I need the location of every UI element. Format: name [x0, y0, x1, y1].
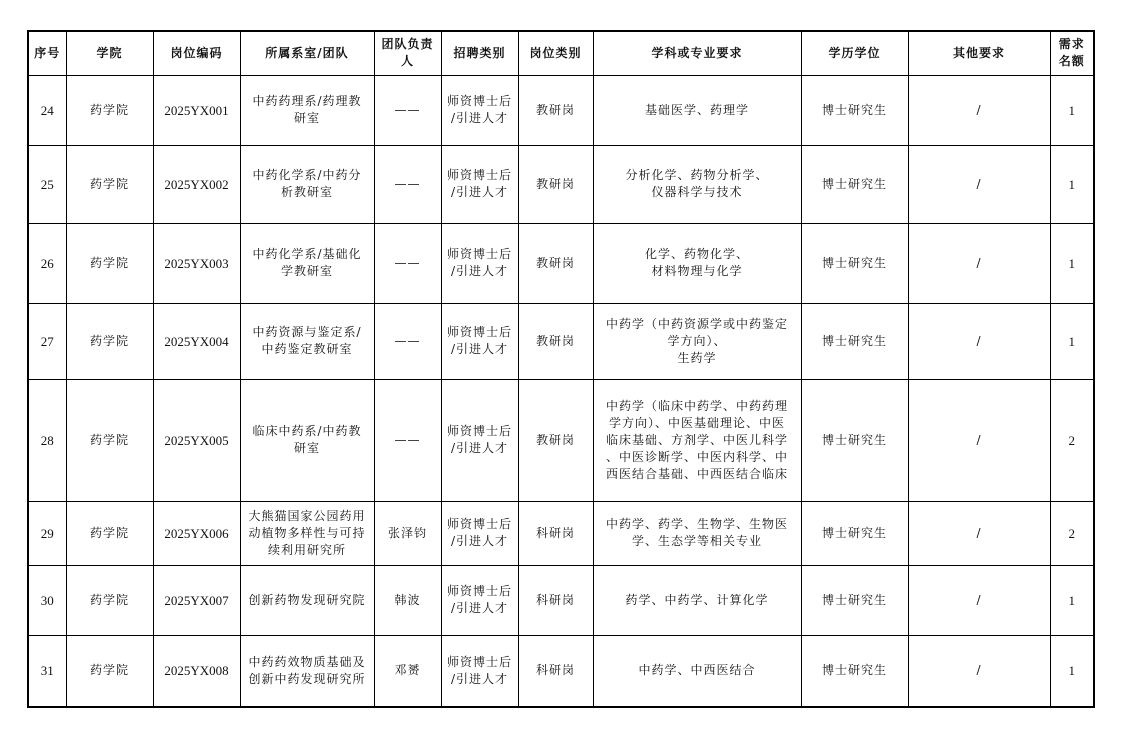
cell-post: 教研岗 [518, 145, 593, 223]
cell-code: 2025YX002 [153, 145, 240, 223]
cell-recruit [441, 145, 518, 223]
cell-count: 1 [1050, 75, 1094, 145]
cell-major [593, 501, 801, 565]
cell-college: 药学院 [66, 379, 153, 501]
cell-college: 药学院 [66, 635, 153, 707]
cell-dept [240, 75, 374, 145]
header-row [28, 31, 1094, 75]
table-row [28, 565, 1094, 635]
recruit-text: 师资博士后 /引进人才 [446, 325, 512, 356]
cell-degree: 博士研究生 [801, 635, 908, 707]
cell-no: 27 [28, 303, 66, 379]
cell-count: 2 [1050, 379, 1094, 501]
dept-text: 中药药效物质基础及 创新中药发现研究所 [248, 654, 366, 686]
cell-major [593, 75, 801, 145]
cell-post: 教研岗 [518, 379, 593, 501]
major-text: 药学、中药学、计算化学 [625, 592, 769, 607]
cell-degree: 博士研究生 [801, 501, 908, 565]
cell-recruit [441, 565, 518, 635]
cell-dept [240, 635, 374, 707]
header-degree: 学历学位 [801, 31, 908, 75]
cell-recruit [441, 223, 518, 303]
cell-dept [240, 501, 374, 565]
cell-other: / [908, 223, 1050, 303]
dept-text: 大熊猫国家公园药用 动植物多样性与可持 续利用研究所 [248, 508, 366, 557]
cell-other: / [908, 501, 1050, 565]
major-text: 中药学（中药资源学或中药鉴定 学方向）、 生药学 [605, 316, 788, 365]
cell-recruit [441, 501, 518, 565]
cell-college: 药学院 [66, 223, 153, 303]
cell-no: 31 [28, 635, 66, 707]
cell-count: 1 [1050, 303, 1094, 379]
cell-recruit [441, 635, 518, 707]
cell-other: / [908, 145, 1050, 223]
dept-text: 中药药理系/药理教 研室 [252, 94, 362, 125]
major-text: 分析化学、药物分析学、 仪器科学与技术 [625, 168, 769, 199]
cell-recruit [441, 303, 518, 379]
cell-degree: 博士研究生 [801, 565, 908, 635]
cell-degree: 博士研究生 [801, 75, 908, 145]
cell-code: 2025YX005 [153, 379, 240, 501]
major-text: 基础医学、药理学 [644, 102, 749, 117]
cell-other: / [908, 75, 1050, 145]
cell-count: 1 [1050, 145, 1094, 223]
cell-major [593, 379, 801, 501]
cell-leader: 邓赟 [374, 635, 441, 707]
cell-recruit [441, 379, 518, 501]
recruitment-table [27, 30, 1095, 708]
cell-other: / [908, 565, 1050, 635]
cell-post: 科研岗 [518, 635, 593, 707]
cell-leader: —— [374, 379, 441, 501]
cell-leader: —— [374, 303, 441, 379]
recruit-text: 师资博士后 /引进人才 [446, 424, 512, 455]
cell-code: 2025YX006 [153, 501, 240, 565]
cell-degree: 博士研究生 [801, 303, 908, 379]
cell-no: 29 [28, 501, 66, 565]
cell-major [593, 635, 801, 707]
major-text: 化学、药物化学、 材料物理与化学 [644, 247, 749, 278]
header-college: 学院 [66, 31, 153, 75]
header-other: 其他要求 [908, 31, 1050, 75]
cell-major [593, 223, 801, 303]
cell-recruit [441, 75, 518, 145]
cell-code: 2025YX007 [153, 565, 240, 635]
header-code: 岗位编码 [153, 31, 240, 75]
table-row [28, 75, 1094, 145]
recruit-text: 师资博士后 /引进人才 [446, 168, 512, 199]
recruit-text: 师资博士后 /引进人才 [446, 654, 512, 686]
header-no: 序号 [28, 31, 66, 75]
cell-post: 教研岗 [518, 223, 593, 303]
cell-no: 30 [28, 565, 66, 635]
cell-degree: 博士研究生 [801, 379, 908, 501]
cell-leader: —— [374, 145, 441, 223]
dept-text: 创新药物发现研究院 [248, 592, 366, 607]
cell-no: 26 [28, 223, 66, 303]
major-text: 中药学、中西医结合 [638, 663, 756, 678]
cell-no: 24 [28, 75, 66, 145]
dept-text: 中药资源与鉴定系/ 中药鉴定教研室 [252, 325, 362, 356]
cell-code: 2025YX008 [153, 635, 240, 707]
cell-other: / [908, 303, 1050, 379]
cell-degree: 博士研究生 [801, 223, 908, 303]
cell-count: 1 [1050, 635, 1094, 707]
cell-college: 药学院 [66, 145, 153, 223]
cell-post: 科研岗 [518, 565, 593, 635]
cell-no: 25 [28, 145, 66, 223]
cell-college: 药学院 [66, 501, 153, 565]
cell-major [593, 145, 801, 223]
major-text: 中药学、药学、生物学、生物医 学、生态学等相关专业 [605, 517, 788, 548]
dept-text: 中药化学系/中药分 析教研室 [252, 168, 362, 199]
cell-college: 药学院 [66, 75, 153, 145]
cell-dept [240, 223, 374, 303]
cell-code: 2025YX004 [153, 303, 240, 379]
cell-college: 药学院 [66, 303, 153, 379]
recruit-text: 师资博士后 /引进人才 [446, 584, 512, 615]
cell-dept [240, 379, 374, 501]
header-leader: 团队负责人 [374, 31, 441, 75]
cell-count: 1 [1050, 565, 1094, 635]
cell-major [593, 303, 801, 379]
cell-post: 教研岗 [518, 303, 593, 379]
header-major: 学科或专业要求 [593, 31, 801, 75]
cell-code: 2025YX003 [153, 223, 240, 303]
cell-post: 教研岗 [518, 75, 593, 145]
header-recruit: 招聘类别 [441, 31, 518, 75]
cell-count: 2 [1050, 501, 1094, 565]
cell-college: 药学院 [66, 565, 153, 635]
cell-no: 28 [28, 379, 66, 501]
cell-code: 2025YX001 [153, 75, 240, 145]
recruit-text: 师资博士后 /引进人才 [446, 517, 512, 548]
cell-leader: —— [374, 75, 441, 145]
cell-post: 科研岗 [518, 501, 593, 565]
recruit-text: 师资博士后 /引进人才 [446, 94, 512, 125]
cell-leader: 韩波 [374, 565, 441, 635]
recruit-text: 师资博士后 /引进人才 [446, 247, 512, 278]
cell-major [593, 565, 801, 635]
table-row [28, 501, 1094, 565]
cell-leader: 张泽钧 [374, 501, 441, 565]
cell-other: / [908, 635, 1050, 707]
table-row [28, 145, 1094, 223]
cell-dept [240, 303, 374, 379]
cell-degree: 博士研究生 [801, 145, 908, 223]
dept-text: 临床中药系/中药教 研室 [252, 424, 362, 455]
dept-text: 中药化学系/基础化 学教研室 [252, 247, 362, 278]
cell-dept [240, 565, 374, 635]
cell-count: 1 [1050, 223, 1094, 303]
table-row [28, 223, 1094, 303]
cell-leader: —— [374, 223, 441, 303]
table-row [28, 379, 1094, 501]
table-row [28, 635, 1094, 707]
header-post: 岗位类别 [518, 31, 593, 75]
cell-other: / [908, 379, 1050, 501]
major-text: 中药学（临床中药学、中药药理 学方向）、中医基础理论、中医 临床基础、方剂学、中医儿科学 、中医诊断学、中医内科学、中 西医结合基础、中西医结合临床 [605, 398, 788, 481]
header-dept: 所属系室/团队 [240, 31, 374, 75]
cell-dept [240, 145, 374, 223]
table-row [28, 303, 1094, 379]
header-count: 需求名额 [1050, 31, 1094, 75]
